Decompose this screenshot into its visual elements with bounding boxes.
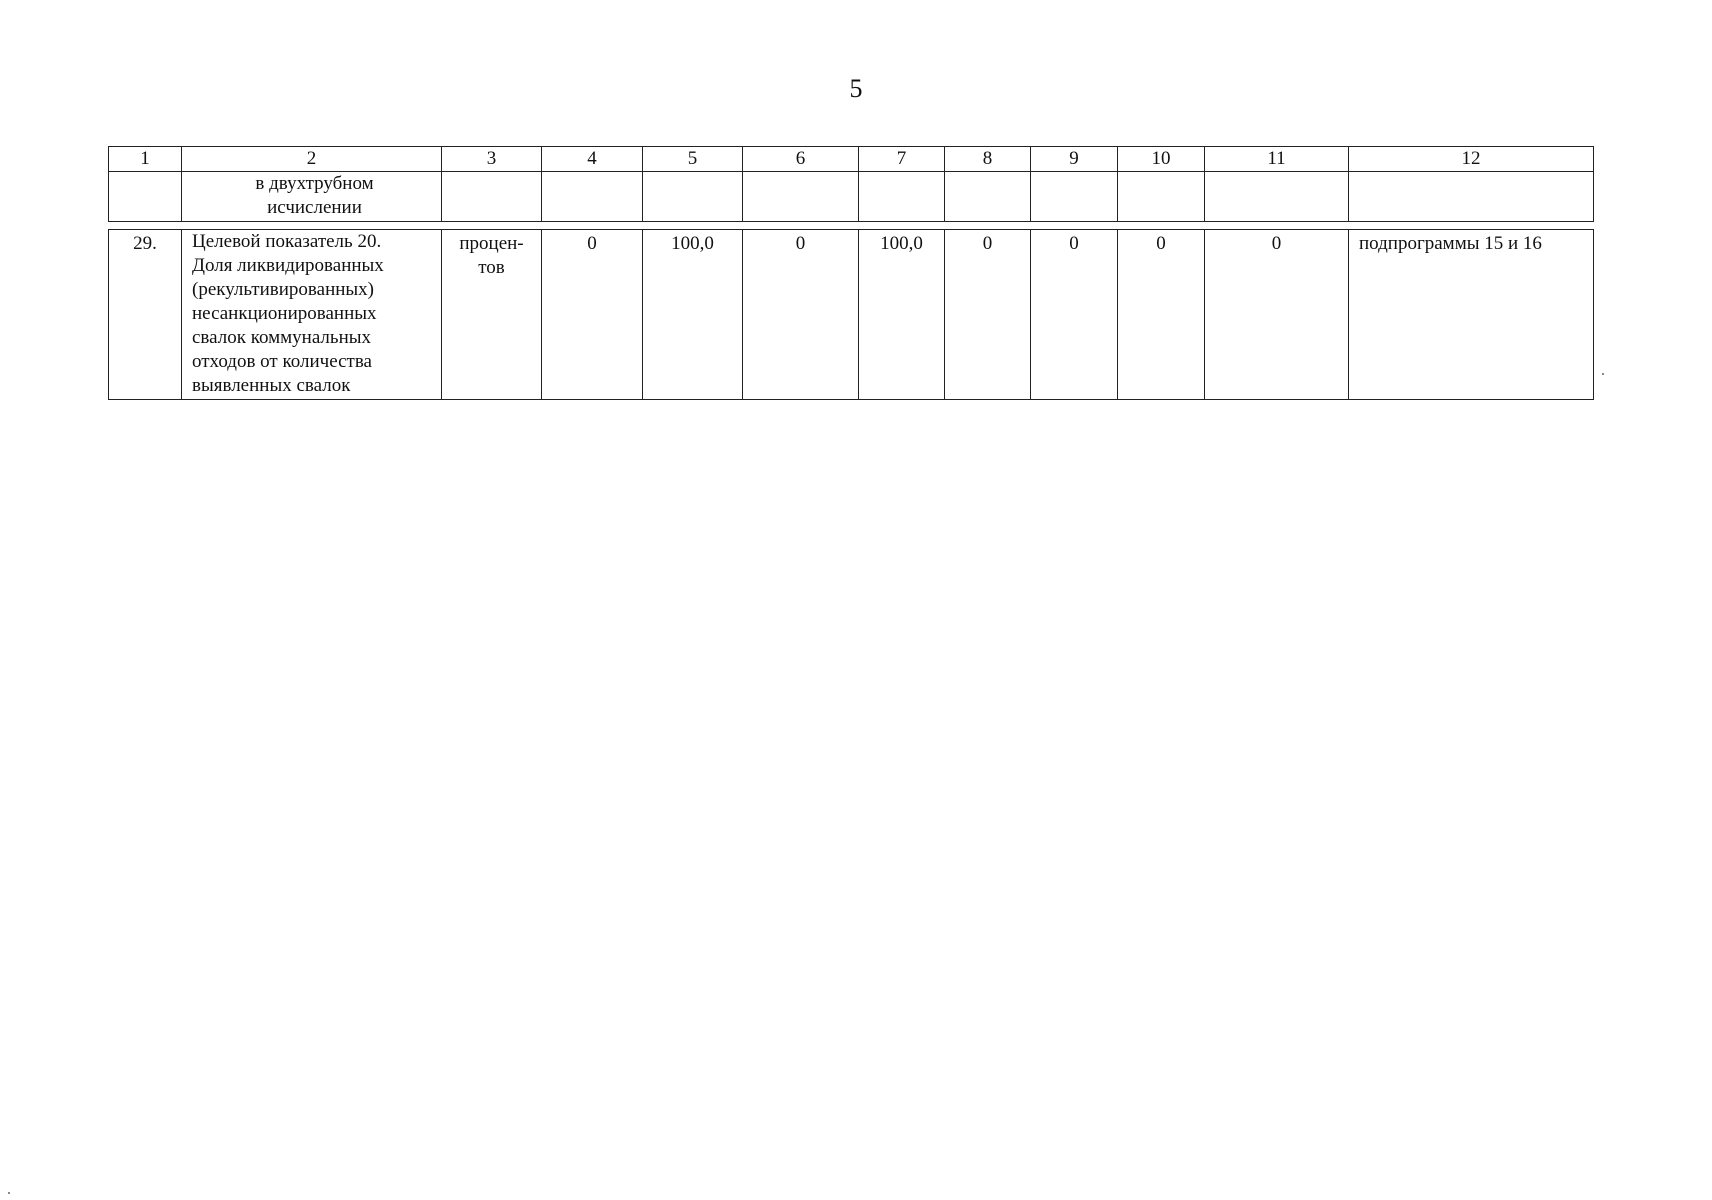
data-table [108, 229, 1594, 400]
unit-line: процен- [459, 233, 524, 254]
value-cell: 100,0 [859, 230, 945, 400]
row-number-cell: 29. [109, 230, 182, 400]
scan-speck [8, 1192, 10, 1194]
continuation-line: в двухтрубном [255, 173, 374, 194]
page-number: 5 [849, 74, 863, 103]
continuation-text-cell [182, 172, 442, 222]
table-cell [945, 172, 1031, 222]
table-cell [1205, 172, 1349, 222]
table-cell [743, 172, 859, 222]
indicator-name-line: свалок коммунальных [192, 327, 372, 348]
value-cell: 0 [743, 230, 859, 400]
column-header: 12 [1349, 147, 1594, 172]
table-cell [442, 172, 542, 222]
column-header: 2 [182, 147, 442, 172]
column-number-row [109, 147, 1594, 172]
column-header: 9 [1031, 147, 1118, 172]
indicator-name-line: Целевой показатель 20. [192, 231, 382, 252]
column-header: 11 [1205, 147, 1349, 172]
table-cell [109, 172, 182, 222]
table-row [109, 230, 1594, 400]
column-header: 1 [109, 147, 182, 172]
value-cell: 0 [1118, 230, 1205, 400]
value-cell: 0 [542, 230, 643, 400]
table-cell [643, 172, 743, 222]
column-header: 3 [442, 147, 542, 172]
indicator-name-cell [182, 230, 442, 400]
column-header: 7 [859, 147, 945, 172]
column-header: 5 [643, 147, 743, 172]
column-header: 8 [945, 147, 1031, 172]
indicator-name-line: Доля ликвидированных [192, 255, 384, 276]
column-header: 6 [743, 147, 859, 172]
continuation-row [109, 172, 1594, 222]
value-cell: 100,0 [643, 230, 743, 400]
value-cell: 0 [945, 230, 1031, 400]
column-header: 10 [1118, 147, 1205, 172]
table-cell [542, 172, 643, 222]
indicator-name-line: несанкционированных [192, 303, 377, 324]
unit-cell [442, 230, 542, 400]
table-cell [1118, 172, 1205, 222]
unit-line: тов [478, 257, 505, 278]
table-cell [859, 172, 945, 222]
table-cell [1031, 172, 1118, 222]
continuation-line: исчислении [267, 197, 362, 218]
scan-speck [1602, 373, 1604, 375]
column-header: 4 [542, 147, 643, 172]
value-cell: 0 [1031, 230, 1118, 400]
indicator-name-line: отходов от количества [192, 351, 372, 372]
indicator-name-line: выявленных свалок [192, 375, 351, 396]
value-cell: 0 [1205, 230, 1349, 400]
header-table [108, 146, 1594, 222]
note-cell: подпрограммы 15 и 16 [1349, 230, 1594, 400]
table-cell [1349, 172, 1594, 222]
indicator-name-line: (рекультивированных) [192, 279, 375, 300]
